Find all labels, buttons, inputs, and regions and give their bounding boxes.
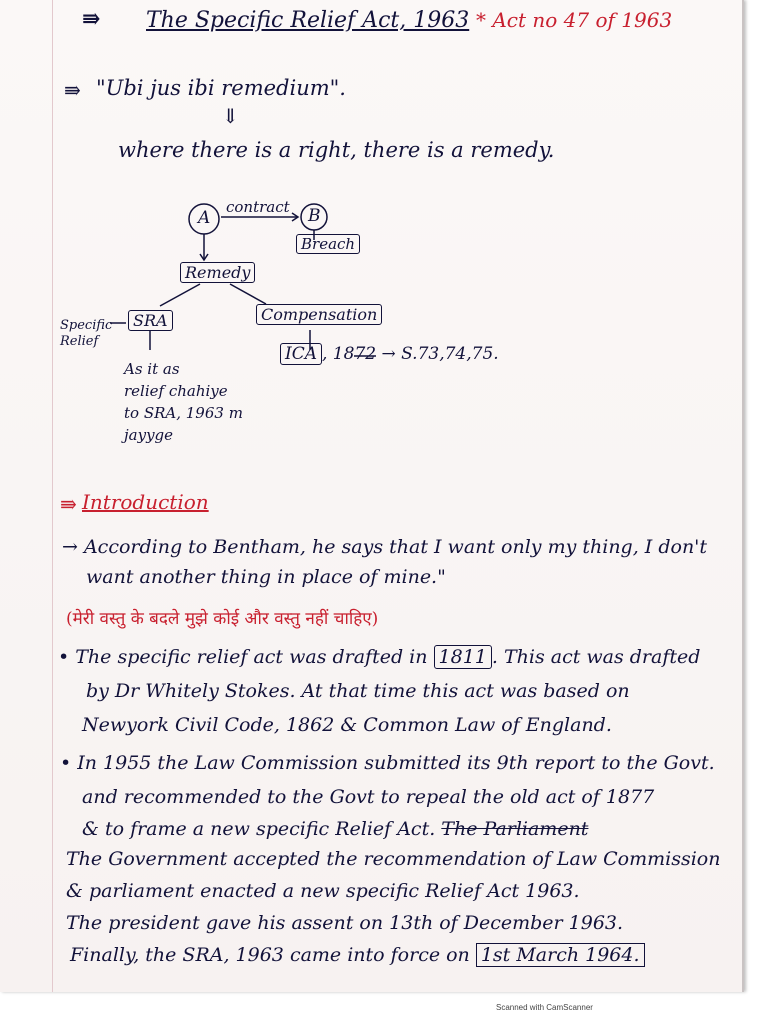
compensation-branch	[230, 284, 266, 304]
ica-sections: , 1872 → S.73,74,75.	[322, 344, 499, 364]
drafted-line-2: by Dr Whitely Stokes. At that time this act was based on	[86, 680, 630, 702]
node-a-label: A	[198, 208, 211, 228]
specific-relief-note: Specific Relief	[60, 318, 113, 349]
year-1811: 1811	[434, 645, 492, 669]
government-line-1: The Government accepted the recommendation of Law Commission	[66, 848, 721, 870]
commencement-date: 1st March 1964.	[476, 943, 645, 967]
sra-note: As it as relief chahiye to SRA, 1963 m jayyge	[124, 360, 243, 444]
intro-heading: Introduction	[82, 490, 209, 514]
commencement-line	[70, 944, 645, 966]
act-number: * Act no 47 of 1963	[476, 8, 673, 32]
struck-text: The Parliament	[441, 818, 589, 840]
sra-label: SRA	[128, 310, 173, 331]
drafted-line-1	[58, 646, 700, 668]
commission-line-2: and recommended to the Govt to repeal the old act of 1877	[82, 786, 655, 808]
maxim-translation: where there is a right, there is a remedy.	[118, 138, 555, 162]
breach-label: Breach	[296, 234, 360, 254]
compensation-label: Compensation	[256, 304, 382, 325]
ica-reference	[280, 344, 499, 364]
drafted-line-3: Newyork Civil Code, 1862 & Common Law of England.	[82, 714, 612, 736]
maxim-latin: "Ubi jus ibi remedium".	[96, 76, 346, 100]
intro-arrow: ⇛	[60, 492, 77, 516]
bentham-line-1: → According to Bentham, he says that I want only my thing, I don't	[62, 536, 708, 558]
contract-label: contract	[226, 198, 290, 216]
commencement-text: Finally, the SRA, 1963 came into force on	[70, 944, 476, 966]
government-line-2: & parliament enacted a new specific Relief Act 1963.	[66, 880, 580, 902]
assent-line: The president gave his assent on 13th of December 1963.	[66, 912, 624, 934]
commission-text: & to frame a new specific Relief Act.	[82, 818, 442, 840]
title-arrow: ⇛	[82, 6, 101, 32]
sra-branch	[160, 284, 200, 306]
bentham-line-2: want another thing in place of mine."	[86, 566, 446, 588]
drafted-suffix: . This act was drafted	[491, 646, 701, 668]
scanner-watermark: Scanned with CamScanner	[496, 1003, 593, 1012]
remedy-label: Remedy	[180, 262, 255, 283]
down-arrow: ⇓	[222, 104, 239, 128]
commission-line-3	[82, 818, 588, 840]
commission-line-1: • In 1955 the Law Commission submitted its 9th report to the Govt.	[60, 752, 715, 774]
maxim-arrow: ⇛	[64, 78, 81, 102]
drafted-prefix: • The specific relief act was drafted in	[58, 646, 434, 668]
node-b-label: B	[308, 206, 321, 226]
hindi-note: (मेरी वस्तु के बदले मुझे कोई और वस्तु नहीं चाहिए)	[66, 609, 379, 629]
page-title: The Specific Relief Act, 1963	[146, 8, 470, 33]
ica-label: ICA	[280, 343, 322, 365]
